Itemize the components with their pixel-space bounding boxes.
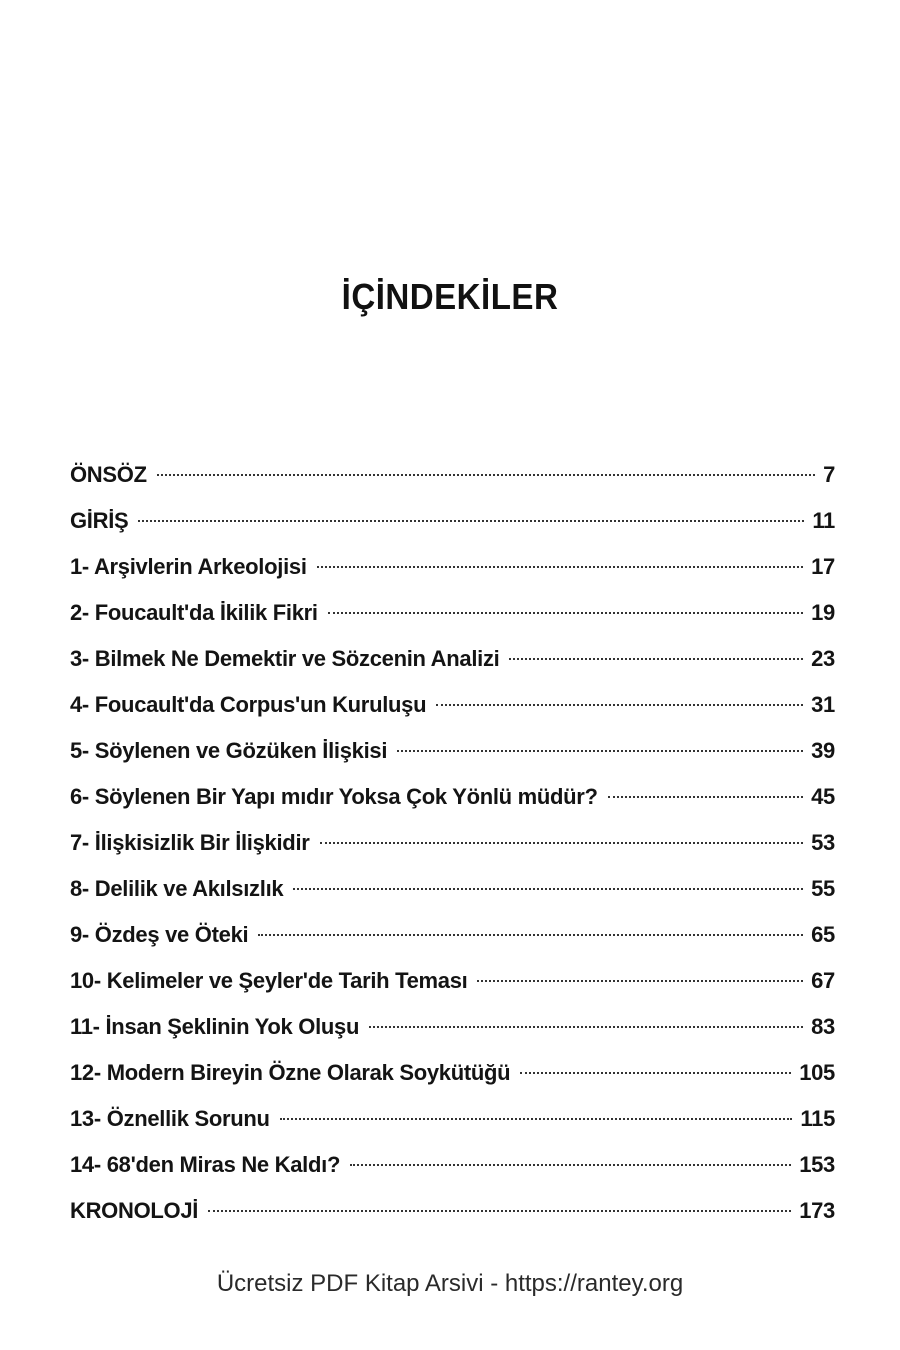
toc-entry xyxy=(70,590,835,636)
toc-entry xyxy=(70,820,835,866)
toc-entry xyxy=(70,866,835,912)
toc-entry-page-number: 115 xyxy=(800,1106,835,1131)
toc-entry-title: 8- Delilik ve Akılsızlık xyxy=(70,876,284,901)
page-title: İÇİNDEKİLER xyxy=(341,276,559,318)
toc-entry-page-number: 153 xyxy=(799,1152,835,1177)
toc-entry-title: 10- Kelimeler ve Şeyler'de Tarih Teması xyxy=(70,968,468,993)
dot-leader xyxy=(208,1210,791,1212)
toc-entry-page-number: 17 xyxy=(811,554,835,579)
dot-leader xyxy=(320,842,804,844)
toc-entry-title: GİRİŞ xyxy=(70,508,129,533)
toc-entry xyxy=(70,912,835,958)
toc-entry-page-number: 23 xyxy=(811,646,835,671)
toc-entry-page-number: 7 xyxy=(823,462,835,487)
toc-entry-title: 9- Özdeş ve Öteki xyxy=(70,922,249,947)
dot-leader xyxy=(520,1072,791,1074)
table-of-contents xyxy=(70,452,835,1234)
toc-entry-page-number: 105 xyxy=(799,1060,835,1085)
dot-leader xyxy=(138,520,804,522)
toc-entry-page-number: 45 xyxy=(811,784,835,809)
toc-entry-title: KRONOLOJİ xyxy=(70,1198,199,1223)
toc-entry-title: 13- Öznellik Sorunu xyxy=(70,1106,270,1131)
toc-entry-page-number: 65 xyxy=(811,922,835,947)
toc-entry-page-number: 11 xyxy=(812,508,835,533)
dot-leader xyxy=(436,704,803,706)
toc-entry-title: 11- İnsan Şeklinin Yok Oluşu xyxy=(70,1014,360,1039)
dot-leader xyxy=(397,750,803,752)
dot-leader xyxy=(157,474,815,476)
toc-entry-title: 5- Söylenen ve Gözüken İlişkisi xyxy=(70,738,388,763)
toc-entry-title: 3- Bilmek Ne Demektir ve Sözcenin Analizi xyxy=(70,646,500,671)
toc-entry xyxy=(70,1050,835,1096)
dot-leader xyxy=(509,658,803,660)
toc-entry xyxy=(70,1188,835,1234)
toc-entry-page-number: 67 xyxy=(811,968,835,993)
toc-entry-title: 2- Foucault'da İkilik Fikri xyxy=(70,600,318,625)
toc-entry-page-number: 53 xyxy=(811,830,835,855)
toc-entry-title: 7- İlişkisizlik Bir İlişkidir xyxy=(70,830,310,855)
toc-entry-page-number: 39 xyxy=(811,738,835,763)
dot-leader xyxy=(369,1026,803,1028)
dot-leader xyxy=(477,980,803,982)
dot-leader xyxy=(317,566,803,568)
toc-entry xyxy=(70,636,835,682)
dot-leader xyxy=(608,796,803,798)
toc-entry xyxy=(70,682,835,728)
footer-credit: Ücretsiz PDF Kitap Arsivi - https://rantey.org xyxy=(216,1270,684,1297)
toc-entry-title: ÖNSÖZ xyxy=(70,462,147,487)
toc-entry-title: 14- 68'den Miras Ne Kaldı? xyxy=(70,1152,341,1177)
toc-entry xyxy=(70,1096,835,1142)
toc-entry xyxy=(70,1004,835,1050)
toc-entry-page-number: 173 xyxy=(799,1198,835,1223)
dot-leader xyxy=(293,888,803,890)
toc-entry xyxy=(70,498,835,544)
toc-entry-title: 1- Arşivlerin Arkeolojisi xyxy=(70,554,307,579)
toc-entry xyxy=(70,1142,835,1188)
toc-entry xyxy=(70,728,835,774)
toc-entry xyxy=(70,544,835,590)
toc-entry-page-number: 19 xyxy=(811,600,835,625)
toc-entry xyxy=(70,452,835,498)
toc-entry-title: 12- Modern Bireyin Özne Olarak Soykütüğü xyxy=(70,1060,511,1085)
dot-leader xyxy=(350,1164,791,1166)
toc-entry-page-number: 31 xyxy=(811,692,835,717)
dot-leader xyxy=(258,934,803,936)
dot-leader xyxy=(328,612,803,614)
toc-entry-title: 4- Foucault'da Corpus'un Kuruluşu xyxy=(70,692,427,717)
toc-entry-title: 6- Söylenen Bir Yapı mıdır Yoksa Çok Yönlü müdür? xyxy=(70,784,598,809)
toc-entry-page-number: 55 xyxy=(811,876,835,901)
dot-leader xyxy=(280,1118,793,1120)
toc-entry-page-number: 83 xyxy=(811,1014,835,1039)
toc-entry xyxy=(70,958,835,1004)
toc-entry xyxy=(70,774,835,820)
